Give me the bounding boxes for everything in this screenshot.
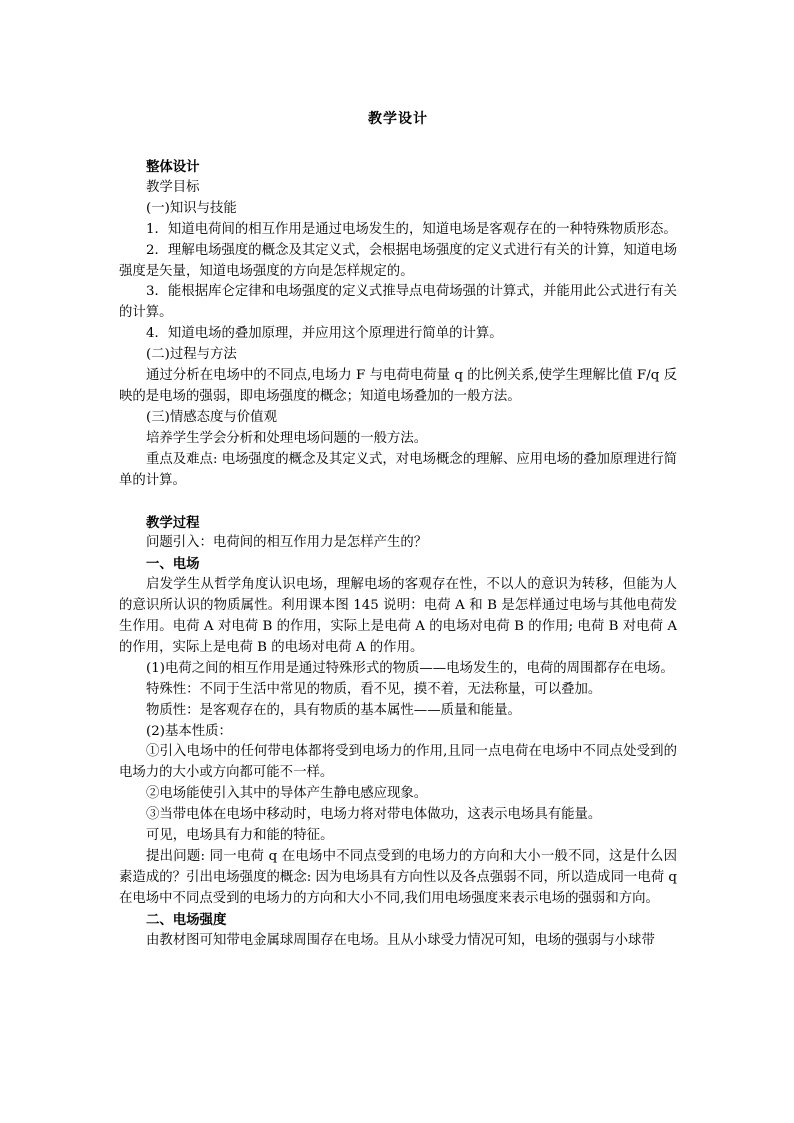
paragraph: (2)基本性质： [146,723,232,739]
heading-field-strength: 二、电场强度 [146,911,227,928]
process-label: (二)过程与方法 [146,347,237,363]
goal-item-2: 2．理解电场强度的概念及其定义式，会根据电场强度的定义式进行有关的计算，知道电场强度是矢量，知道电场强度的方向是怎样规定的。 [119,242,677,279]
paragraph: ③当带电体在电场中移动时，电场力将对带电体做功，这表示电场具有能量。 [146,807,602,823]
attitude-label: (三)情感态度与价值观 [146,409,277,425]
heading-electric-field: 一、电场 [146,556,200,573]
attitude-text: 培养学生学会分析和处理电场问题的一般方法。 [146,430,428,446]
goals-label: 教学目标 [146,179,200,195]
heading-teaching-process: 教学过程 [146,514,200,531]
process-text: 通过分析在电场中的不同点,电场力 F 与电荷电荷量 q 的比例关系,使学生理解比值 F/q 反映的是电场的强弱，即电场强度的概念；知道电场叠加的一般方法。 [119,368,677,404]
paragraph: 物质性：是客观存在的，具有物质的基本属性——质量和能量。 [146,702,521,718]
paragraph: ①引入电场中的任何带电体都将受到电场力的作用,且同一点电荷在电场中不同点处受到的电场力的大小或方向都可能不一样。 [119,744,677,781]
paragraph: 提出问题: 同一电荷 q 在电场中不同点受到的电场力的方向和大小一般不同，这是什么因素造成的？引出电场强度的概念: 因为电场具有方向性以及各点强弱不同，所以造成同一电荷 q 在电场中不同点受到的电场力的方向和大小不同,我们用电场强度来表示电场的强弱和方向。 [119,849,677,906]
paragraph: 可见，电场具有力和能的特征。 [146,828,334,844]
paragraph: (1)电荷之间的相互作用是通过特殊形式的物质——电场发生的，电荷的周围都存在电场。 [146,660,674,676]
intro-question: 问题引入：电荷间的相互作用力是怎样产生的？ [146,535,428,551]
paragraph: 特殊性：不同于生活中常见的物质，看不见，摸不着，无法称量，可以叠加。 [146,681,602,697]
paragraph: 启发学生从哲学角度认识电场，理解电场的客观存在性，不以人的意识为转移，但能为人的意识所认识的物质属性。利用课本图 145 说明：电荷 A 和 B 是怎样通过电场与其他电荷发生作用。电荷 A 对电荷 B 的作用，实际上是电荷 A 的电场对电荷 B 的作用; 电荷 B 对电荷 A 的作用，实际上是电荷 B 的电场对电荷 A 的作用。 [119,577,677,655]
goal-item-3: 3．能根据库仑定律和电场强度的定义式推导点电荷场强的计算式，并能用此公式进行有关的计算。 [119,284,677,321]
heading-overall-design: 整体设计 [146,159,200,175]
knowledge-label: (一)知识与技能 [146,200,237,216]
goal-item-4: 4．知道电场的叠加原理，并应用这个原理进行简单的计算。 [146,326,503,342]
goal-item-1: 1．知道电荷间的相互作用是通过电场发生的，知道电场是客观存在的一种特殊物质形态。 [146,221,677,237]
paragraph: ②电场能使引入其中的导体产生静电感应现象。 [146,786,428,802]
paragraph: 由教材图可知带电金属球周围存在电场。且从小球受力情况可知，电场的强弱与小球带 [146,932,655,948]
section-gap [119,492,677,513]
key-points: 重点及难点: 电场强度的概念及其定义式，对电场概念的理解、应用电场的叠加原理进行简单的计算。 [119,451,677,488]
document-title: 教学设计 [368,111,428,127]
document-body [119,157,677,952]
